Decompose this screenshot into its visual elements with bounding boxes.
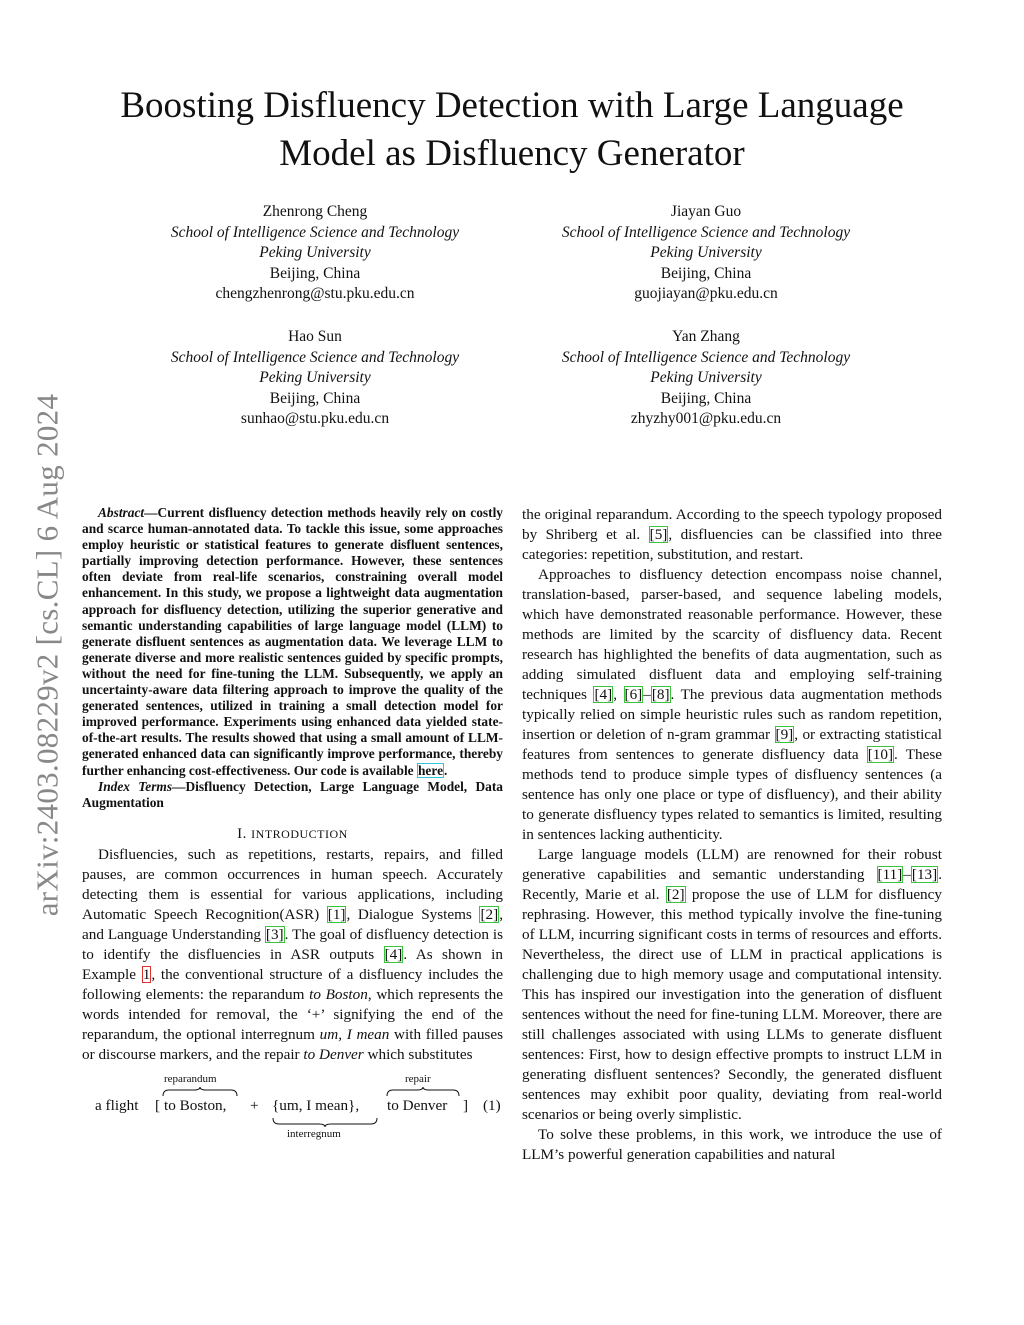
- citation-link[interactable]: [11]: [877, 866, 903, 883]
- body-paragraph: the original reparandum. According to the speech typology proposed by Shriberg et al. [5], disfluencies can be classified into three categories: repetition, substitution, and restart.: [522, 506, 942, 563]
- underbrace-interregnum: [272, 1117, 378, 1127]
- author-university: Peking University: [650, 244, 762, 262]
- citation-link[interactable]: [8]: [651, 686, 670, 703]
- citation-link[interactable]: [5]: [649, 526, 668, 543]
- author-email: guojiayan@pku.edu.cn: [634, 285, 778, 303]
- author-affiliation: School of Intelligence Science and Technology: [170, 223, 460, 241]
- body-paragraph: To solve these problems, in this work, we introduce the use of LLM’s powerful generation capabilities and natural: [522, 1126, 942, 1163]
- author-email: sunhao@stu.pku.edu.cn: [240, 410, 390, 428]
- left-bracket: [: [155, 1096, 161, 1114]
- citation-link[interactable]: [6]: [624, 686, 643, 703]
- abstract: Abstract—Current disfluency detection methods heavily rely on costly and scarce human-annotated data. To tackle this issue, some approaches employ heuristic or statistical features to generate disfluent sentences, partially improving detection performance. However, these sentences often deviate from real-life scenarios, constraining overall model enhancement. In this study, we propose a lightweight data augmentation approach for disfluency detection, utilizing the superior generative and semantic understanding capabilities of large language model (LLM) to generate disfluent sentences as augmentation data. We leverage LLM to generate diverse and more realistic sentences guided by specific prompts, without the need for fine-tuning the LLM. Subsequently, we apply an uncertainty-aware data filtering approach to improve the quality of the generated sentences, utilized in training a small detection model for improved performance. Experiments using enhanced data yielded state-of-the-art results. The results showed that using a small amount of LLM-generated enhanced data can significantly improve performance, thereby further enhancing cost-effectiveness. Our code is available here.: [82, 505, 503, 778]
- overbrace-repair: [386, 1087, 460, 1097]
- author-university: Peking University: [650, 369, 762, 387]
- author-name: Jiayan Guo: [670, 203, 742, 220]
- example-equation: [82, 1073, 503, 1139]
- citation-link[interactable]: [3]: [265, 925, 284, 943]
- author-email: chengzhenrong@stu.pku.edu.cn: [215, 285, 415, 303]
- author-block: [125, 202, 505, 305]
- citation-link[interactable]: [2]: [666, 886, 685, 903]
- citation-link[interactable]: [10]: [867, 746, 894, 763]
- section-heading: I. INTRODUCTION: [237, 825, 348, 842]
- author-affiliation: School of Intelligence Science and Technology: [561, 348, 851, 366]
- citation-link[interactable]: [9]: [775, 726, 794, 743]
- author-university: Peking University: [259, 369, 371, 387]
- reparandum-label: reparandum: [164, 1072, 217, 1085]
- author-location: Beijing, China: [269, 264, 361, 282]
- author-affiliation: School of Intelligence Science and Technology: [561, 223, 851, 241]
- title-line-2: Model as Disfluency Generator: [279, 133, 745, 174]
- author-name: Yan Zhang: [672, 328, 740, 345]
- author-block: [125, 327, 505, 430]
- repair-label: repair: [405, 1072, 431, 1085]
- author-email: zhyzhy001@pku.edu.cn: [630, 410, 782, 428]
- interregnum-label: interregnum: [287, 1127, 341, 1140]
- author-affiliation: School of Intelligence Science and Technology: [170, 348, 460, 366]
- reparandum-text: to Boston,: [164, 1096, 227, 1114]
- citation-link[interactable]: [2]: [480, 905, 499, 923]
- author-name: Hao Sun: [288, 328, 342, 345]
- intro-paragraph: Disfluencies, such as repetitions, restarts, repairs, and filled pauses, are common occurrences in human speech. Accurately detecting them is essential for various applications, including Automatic Speech Recognition(ASR) [1], Dialogue Systems [2], and Language Understanding [3]. The goal of disfluency detection is to identify the disfluencies in ASR outputs [4]. As shown in Example 1, the conventional structure of a disfluency includes the following elements: the reparandum to Boston, which represents the words intended for removal, the ‘+’ signifying the end of the reparandum, the optional interregnum um, I mean with filled pauses or discourse markers, and the repair to Denver which substitutes: [82, 845, 503, 1063]
- author-block: [516, 327, 896, 430]
- author-block: [516, 202, 896, 305]
- interregnum-text: {um, I mean},: [272, 1096, 360, 1114]
- citation-link[interactable]: [4]: [384, 945, 403, 963]
- plus-sign: +: [250, 1096, 259, 1114]
- code-link[interactable]: here: [417, 762, 444, 778]
- citation-link[interactable]: [13]: [911, 866, 938, 883]
- equation-prefix: a flight: [95, 1096, 139, 1114]
- author-university: Peking University: [259, 244, 371, 262]
- equation-number: (1): [483, 1096, 501, 1114]
- abstract-label: Abstract: [98, 505, 145, 520]
- author-location: Beijing, China: [660, 264, 752, 282]
- overbrace-reparandum: [162, 1087, 238, 1097]
- arxiv-stamp: arXiv:2403.08229v2 [cs.CL] 6 Aug 2024: [29, 393, 65, 917]
- paper-title: [60, 82, 964, 178]
- author-name: Zhenrong Cheng: [262, 203, 368, 220]
- citation-link[interactable]: [1]: [327, 905, 346, 923]
- citation-link[interactable]: [4]: [594, 686, 613, 703]
- example-link[interactable]: 1: [142, 965, 151, 983]
- author-location: Beijing, China: [660, 389, 752, 407]
- title-line-1: Boosting Disfluency Detection with Large Language: [120, 85, 904, 126]
- index-terms: Index Terms—Disfluency Detection, Large Language Model, Data Augmentation: [82, 778, 503, 810]
- author-location: Beijing, China: [269, 389, 361, 407]
- body-paragraph: Approaches to disfluency detection encompass noise channel, translation-based, parser-based, and sequence labeling models, which have demonstrated reasonable performance. However, these methods are limited by the scarcity of disfluency data. Recent research has highlighted the benefits of data augmentation, such as adding simulated disfluent data and employing self-training techniques [4], [6]–[8]. The previous data augmentation methods typically relied on simple heuristic rules such as random repetition, insertion or deletion of n-gram grammar [9], or extracting statistical features from sentences to generate disfluency data [10]. These methods tend to produce simple types of disfluency sentences (a sentence has only one place or type of disfluency), and their ability to generate disfluency types related to semantics is limited, resulting in sentences lacking authenticity.: [522, 566, 942, 843]
- right-bracket: ]: [463, 1096, 469, 1114]
- repair-text: to Denver: [387, 1096, 448, 1114]
- index-terms-label: Index Terms: [98, 778, 173, 794]
- body-paragraph: Large language models (LLM) are renowned for their robust generative capabilities and semantic understanding [11]–[13]. Recently, Marie et al. [2] propose the use of LLM for disfluency rephrasing. However, this method typically involve the fine-tuning of LLM, incurring significant costs in terms of resources and efforts. Nevertheless, the direct use of LLM in practical applications is challenging due to high memory usage and computational intensity. This has inspired our investigation into the generation of disfluent sentences without the need for fine-tuning LLM. Moreover, there are still challenges associated with using LLMs to generate disfluent sentences: First, how to design effective prompts to instruct LLM in generating disfluent sentences? Secondly, the generated disfluent sentences may exhibit poor quality, deviating from real-world scenarios or being overly simplistic.: [522, 846, 942, 1123]
- left-column: [82, 505, 503, 1139]
- right-column: [522, 505, 942, 1165]
